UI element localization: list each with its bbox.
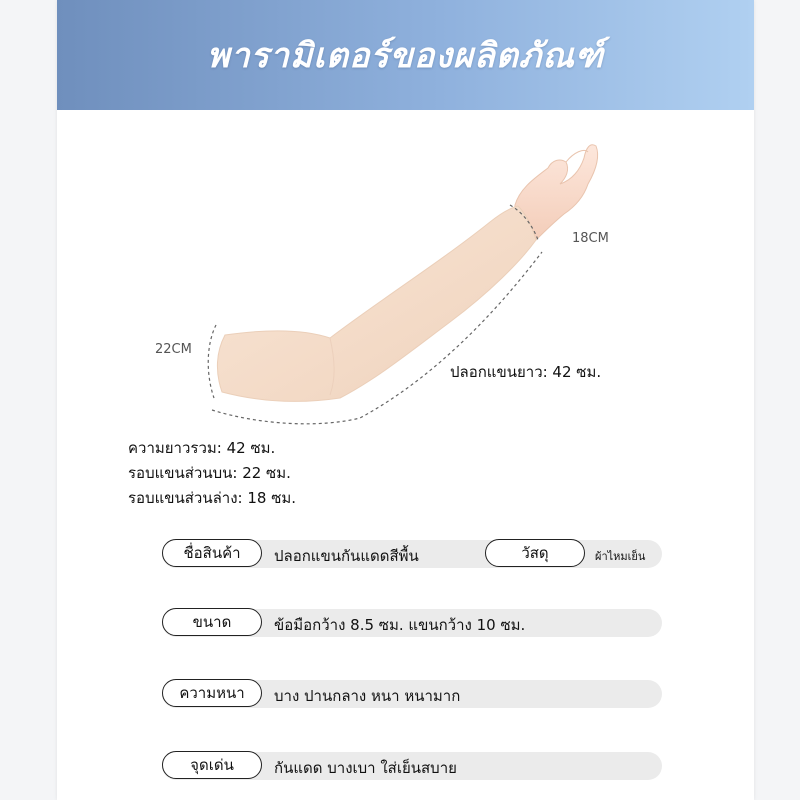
spec-label-name: ชื่อสินค้า [162, 539, 262, 567]
spec-value-size: ข้อมือกว้าง 8.5 ซม. แขนกว้าง 10 ซม. [274, 616, 526, 634]
spec-label-material: วัสดุ [485, 539, 585, 567]
total-length-text: ความยาวรวม: 42 ซม. [128, 439, 276, 457]
sleeve-length-text: ปลอกแขนยาว: 42 ซม. [450, 363, 602, 381]
spec-label-size: ขนาด [162, 608, 262, 636]
spec-label-thickness: ความหนา [162, 679, 262, 707]
spec-row-size [162, 609, 662, 637]
spec-row-thickness [162, 680, 662, 708]
lower-circumference-text: รอบแขนส่วนล่าง: 18 ซม. [128, 489, 297, 507]
spec-value-material: ผ้าไหมเย็น [595, 550, 646, 563]
spec-value-feature: กันแดด บางเบา ใส่เย็นสบาย [274, 759, 457, 777]
spec-row-feature [162, 752, 662, 780]
spec-value-name: ปลอกแขนกันแดดสีพื้น [274, 547, 419, 565]
upper-circumference-text: รอบแขนส่วนบน: 22 ซม. [128, 464, 291, 482]
page-title: พารามิเตอร์ของผลิตภัณฑ์ [207, 36, 604, 76]
upper-arm-label: 22CM [155, 342, 192, 357]
spec-label-feature: จุดเด่น [162, 751, 262, 779]
wrist-label: 18CM [572, 231, 609, 246]
spec-value-thickness: บาง ปานกลาง หนา หนามาก [274, 687, 461, 705]
upper-circumference-line [208, 325, 216, 398]
spec-row-name [162, 540, 662, 568]
